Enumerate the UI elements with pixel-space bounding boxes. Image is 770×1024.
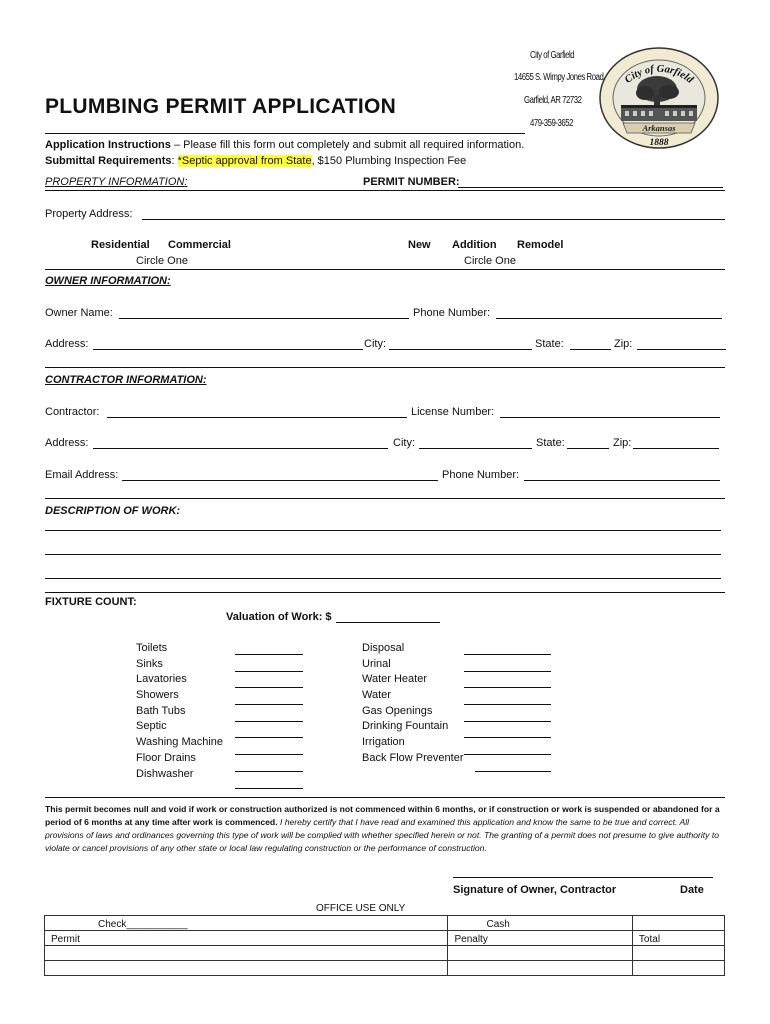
instructions-text: – Please fill this form out completely and submit all required information.: [170, 139, 525, 151]
property-divider: [45, 190, 725, 191]
page-title: PLUMBING PERMIT APPLICATION: [45, 95, 397, 118]
signature-line[interactable]: [453, 877, 713, 878]
fixture-label-showers: Showers: [136, 689, 179, 702]
seal-top-text: City of Garfield: [623, 63, 696, 86]
header-divider: [45, 133, 525, 134]
new-option[interactable]: New: [408, 239, 431, 251]
toilets-count-field[interactable]: [235, 642, 303, 655]
commercial-option[interactable]: Commercial: [168, 239, 231, 251]
owner-state-field[interactable]: [570, 337, 611, 350]
fixture-label-irrigation: Irrigation: [362, 736, 405, 749]
fixture-label-gas-openings: Gas Openings: [362, 704, 433, 717]
sinks-count-field[interactable]: [235, 659, 303, 672]
contractor-field[interactable]: [107, 405, 407, 418]
owner-phone-label: Phone Number:: [413, 307, 491, 319]
application-instructions: [45, 139, 524, 151]
owner-zip-field[interactable]: [637, 337, 726, 350]
fixture-label-urinal: Urinal: [362, 657, 391, 670]
valuation-field[interactable]: [336, 610, 440, 623]
owner-city-label: City:: [364, 338, 386, 350]
fixture-label-disposal: Disposal: [362, 642, 405, 654]
description-divider: [45, 498, 725, 499]
irrigation-count-field[interactable]: [464, 742, 551, 755]
property-address-field[interactable]: [142, 207, 725, 220]
email-address-field[interactable]: [122, 468, 438, 481]
city-state-zip: Garfield, AR 72732: [524, 95, 582, 106]
license-number-label: License Number:: [411, 406, 495, 418]
contractor-zip-label: Zip:: [613, 437, 632, 449]
penalty-value-cell[interactable]: [448, 946, 632, 961]
showers-count-field[interactable]: [235, 692, 303, 705]
owner-address-field[interactable]: [93, 337, 363, 350]
residential-option[interactable]: Residential: [91, 239, 150, 251]
lavatories-count-field[interactable]: [235, 675, 303, 688]
urinal-count-field[interactable]: [464, 659, 551, 672]
dishwasher-count-field[interactable]: [235, 776, 303, 789]
permit-cell[interactable]: [45, 931, 448, 946]
contractor-divider: [45, 367, 725, 368]
bath-tubs-count-field[interactable]: [235, 709, 303, 722]
contractor-state-label: State:: [536, 437, 565, 449]
blank-cell-1[interactable]: [632, 916, 724, 931]
fixture-label-toilets: Toilets: [136, 642, 168, 654]
disclaimer-italic: I hereby certify that I have read and examined this application and know the same to be true and correct. All provisions of laws and ordinances governing this type of work will be complied with whether specified herein or not. The granting of a permit does not presume to give authority to violate or cancel provisions of any other state or local law regulating construction or the performance of construction.: [45, 817, 720, 853]
signature-label: Signature of Owner, Contractor: [453, 884, 617, 896]
submittal-rest: , $150 Plumbing Inspection Fee: [311, 155, 467, 167]
fixture-fields-right: [464, 642, 551, 776]
license-number-field[interactable]: [500, 405, 720, 418]
owner-phone-field[interactable]: [496, 306, 722, 319]
circle-one-hint-1: Circle One: [136, 255, 188, 267]
septic-highlight: *Septic approval from State: [177, 155, 312, 167]
check-label: Check: [98, 919, 127, 930]
description-heading: DESCRIPTION OF WORK:: [45, 505, 181, 517]
fixture-label-back-flow-preventer: Back Flow Preventer: [362, 751, 464, 764]
fixture-label-lavatories: Lavatories: [136, 673, 187, 686]
city-seal-icon: [597, 45, 721, 151]
contractor-label: Contractor:: [45, 406, 100, 418]
septic-count-field[interactable]: [235, 725, 303, 738]
contractor-city-field[interactable]: [419, 436, 532, 449]
owner-address-label: Address:: [45, 338, 89, 350]
submittal-label: Submittal Requirements: [45, 155, 172, 167]
disclaimer-divider: [45, 797, 725, 798]
city-name: City of Garfield: [530, 50, 575, 61]
blank-row-cell-1[interactable]: [45, 961, 448, 976]
fixture-label-water-heater: Water Heater: [362, 673, 428, 686]
back-flow-preventer-count-field[interactable]: [475, 759, 551, 772]
property-info-heading: PROPERTY INFORMATION:: [45, 176, 188, 188]
submittal-colon: :: [171, 155, 178, 167]
fixture-label-washing-machine: Washing Machine: [136, 736, 224, 749]
email-address-label: Email Address:: [45, 469, 119, 481]
penalty-label: Penalty: [454, 934, 488, 945]
description-line-1[interactable]: [45, 530, 721, 531]
cash-label: Cash: [486, 919, 510, 930]
fixture-label-water: Water: [362, 689, 391, 702]
date-label: Date: [680, 884, 704, 896]
owner-divider: [45, 269, 725, 270]
contractor-state-field[interactable]: [567, 436, 609, 449]
check-blank: ___________: [126, 919, 188, 930]
fixture-label-bath-tubs: Bath Tubs: [136, 704, 186, 717]
blank-row-cell-2[interactable]: [448, 961, 632, 976]
floor-drains-count-field[interactable]: [235, 759, 303, 772]
contractor-info-heading: CONTRACTOR INFORMATION:: [45, 374, 207, 386]
instructions-label: Application Instructions: [45, 139, 171, 151]
permit-number-label: PERMIT NUMBER:: [363, 176, 460, 188]
office-use-table: [44, 915, 725, 976]
contractor-address-label: Address:: [45, 437, 89, 449]
property-heading-text: PROPERTY INFORMATION: [45, 176, 185, 188]
water-count-field[interactable]: [464, 692, 551, 705]
remodel-option[interactable]: Remodel: [517, 239, 564, 251]
city-phone: 479-359-3652: [530, 118, 573, 129]
contractor-phone-field[interactable]: [524, 468, 720, 481]
penalty-cell[interactable]: [448, 931, 632, 946]
addition-option[interactable]: Addition: [452, 239, 497, 251]
circle-one-hint-2: Circle One: [464, 255, 516, 267]
description-line-3[interactable]: [45, 578, 721, 579]
fixture-label-septic: Septic: [136, 720, 167, 733]
permit-disclaimer: [45, 803, 729, 855]
fixture-label-drinking-fountain: Drinking Fountain: [362, 720, 449, 733]
owner-zip-label: Zip:: [614, 338, 633, 350]
washing-machine-count-field[interactable]: [235, 742, 303, 755]
owner-name-field[interactable]: [119, 306, 409, 319]
fixture-label-sinks: Sinks: [136, 657, 163, 670]
owner-city-field[interactable]: [389, 337, 532, 350]
total-cell[interactable]: [632, 931, 724, 946]
seal-year: 1888: [649, 138, 669, 148]
total-value-cell[interactable]: [632, 946, 724, 961]
contractor-city-label: City:: [393, 437, 415, 449]
disposal-count-field[interactable]: [464, 642, 551, 655]
property-address-label: Property Address:: [45, 208, 133, 220]
owner-name-label: Owner Name:: [45, 307, 113, 319]
fixture-label-floor-drains: Floor Drains: [136, 751, 196, 764]
description-line-2[interactable]: [45, 554, 721, 555]
contractor-address-field[interactable]: [93, 436, 388, 449]
permit-value-cell[interactable]: [45, 946, 448, 961]
drinking-fountain-count-field[interactable]: [464, 725, 551, 738]
fixture-list-right: [362, 642, 463, 768]
valuation-label: Valuation of Work: $: [226, 611, 332, 623]
blank-row-cell-3[interactable]: [632, 961, 724, 976]
permit-number-field[interactable]: [458, 175, 723, 188]
owner-info-heading: OWNER INFORMATION:: [45, 275, 171, 287]
submittal-requirements: [45, 155, 466, 167]
owner-state-label: State:: [535, 338, 564, 350]
fixture-divider: [45, 592, 725, 593]
permit-label: Permit: [51, 934, 80, 945]
fixture-fields-left: [235, 642, 303, 792]
disclaimer-bold: This permit becomes null and void if work or construction authorized is not commenced within 6 months, or if construction or work is suspended or abandoned for a period of 6 months at any time after work is commenced.: [45, 804, 720, 827]
office-use-heading: OFFICE USE ONLY: [316, 903, 406, 914]
check-cell[interactable]: [45, 916, 448, 931]
total-label: Total: [638, 934, 661, 945]
gas-openings-count-field[interactable]: [464, 709, 551, 722]
fixture-count-heading: FIXTURE COUNT:: [45, 596, 137, 608]
seal-banner-text: Arkansas: [642, 123, 676, 133]
water-heater-count-field[interactable]: [464, 675, 551, 688]
city-address: 14655 S. Wimpy Jones Road: [514, 72, 604, 83]
cash-cell[interactable]: [448, 916, 632, 931]
contractor-phone-label: Phone Number:: [442, 469, 520, 481]
fixture-label-dishwasher: Dishwasher: [136, 767, 194, 780]
fixture-list-left: [136, 642, 223, 783]
contractor-zip-field[interactable]: [633, 436, 719, 449]
